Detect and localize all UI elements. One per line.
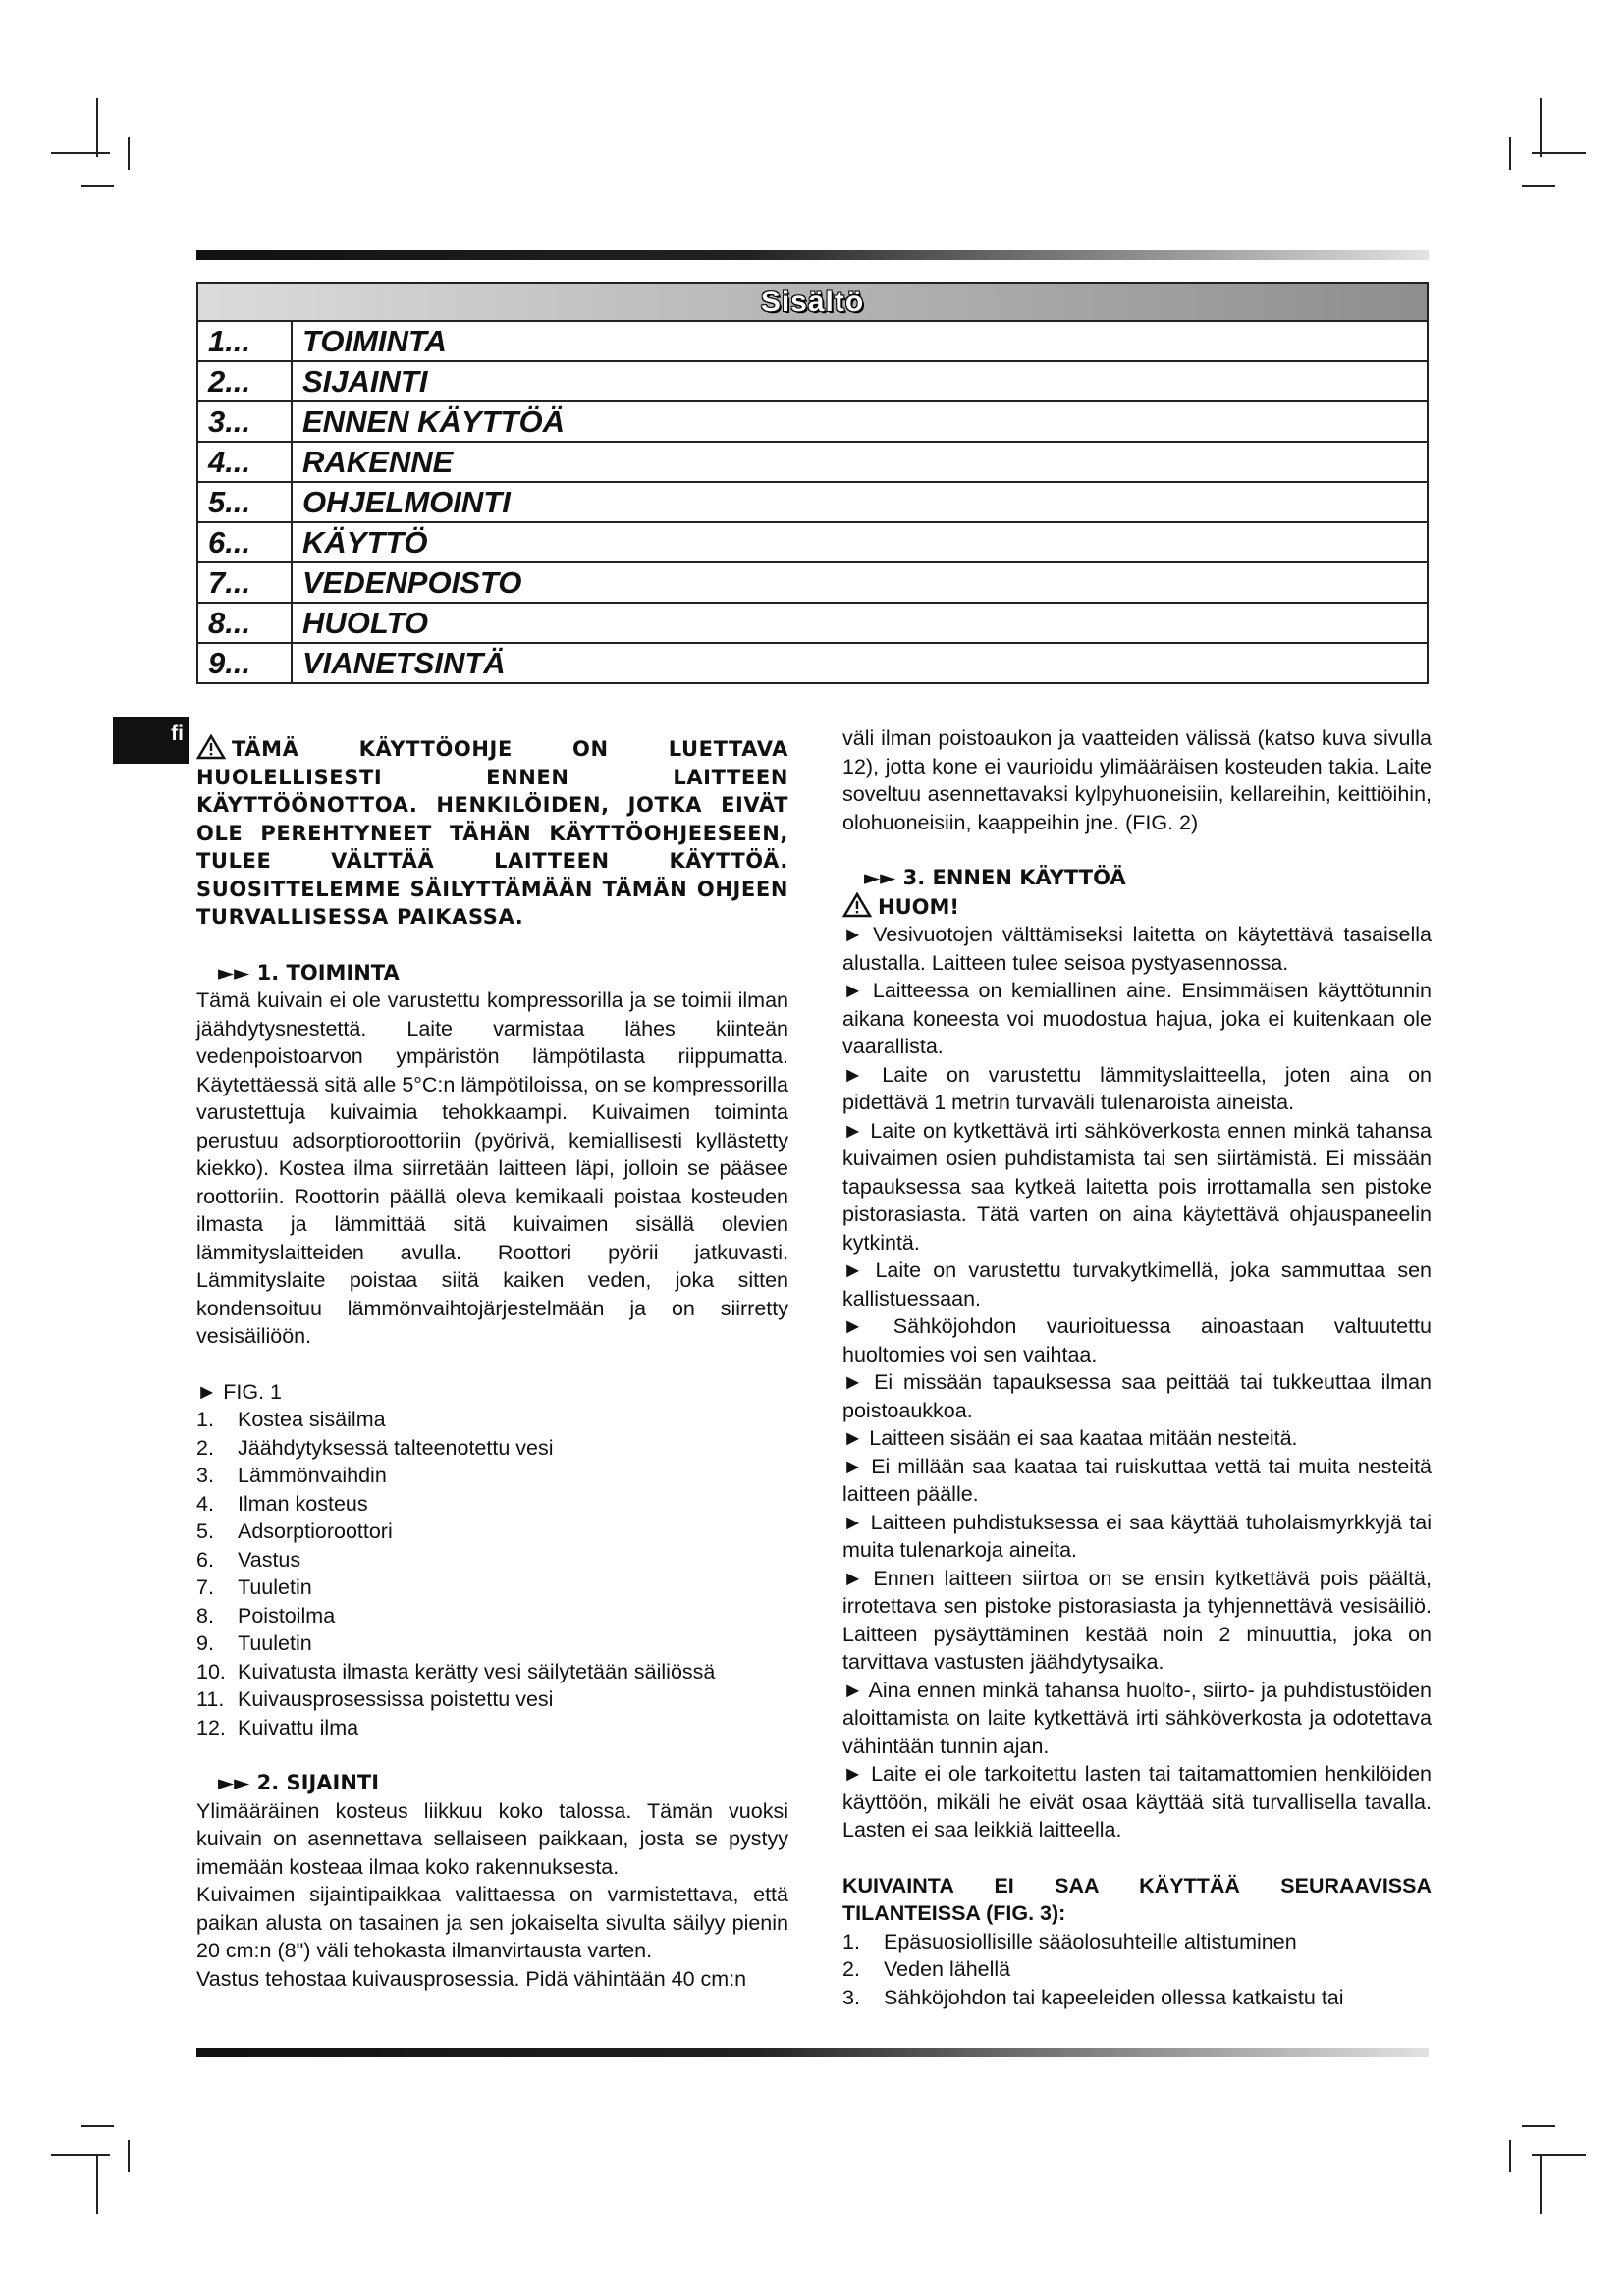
table-of-contents: [196, 282, 1429, 684]
list-text: Vastus: [238, 1547, 301, 1572]
crop-mark: [81, 2125, 114, 2127]
huom-text: HUOM!: [878, 894, 959, 919]
list-number: 2.: [842, 1957, 860, 1981]
list-text: Poistoilma: [238, 1603, 336, 1628]
list-text: Kuivausprosessissa poistettu vesi: [238, 1687, 554, 1711]
toc-number: 6...: [197, 522, 292, 562]
bullet-paragraph: ► Vesivuotojen välttämiseksi laitetta on käytettävä tasaisella alustalla. Laitteen tulee seisoa pystyasennossa.: [842, 923, 1432, 975]
list-item: [196, 1434, 788, 1463]
toc-number: 5...: [197, 482, 292, 522]
toc-number: 7...: [197, 562, 292, 603]
crop-mark: [1532, 152, 1586, 154]
toc-label: VIANETSINTÄ: [292, 643, 1428, 683]
list-text: Tuuletin: [238, 1631, 312, 1655]
toc-number: 1...: [197, 321, 292, 361]
toc-header-cell: [197, 283, 1428, 321]
crop-mark: [128, 2140, 130, 2172]
list-text: Epäsuosiollisille sääolosuhteille altistuminen: [884, 1929, 1297, 1953]
crop-mark: [1522, 185, 1555, 187]
kuivainta-list: [842, 1928, 1432, 2012]
section-2-paragraph: Ylimääräinen kosteus liikkuu koko talossa. Tämän vuoksi kuivain on asennettava sellaiseen paikkaan, josta se pystyy imemään kosteaa ilmaa koko rakennuksesta.: [196, 1798, 788, 1879]
list-item: [196, 1490, 788, 1519]
warning-paragraph: [196, 734, 788, 932]
list-number: 8.: [196, 1603, 214, 1628]
toc-label: VEDENPOISTO: [292, 562, 1428, 603]
bullet-paragraph: ► Laite ei ole tarkoitettu lasten tai taitamattomien henkilöiden käyttöön, mikäli he eivät osaa käyttää sitä turvallisella tavalla. Lasten ei saa leikkiä laitteella.: [842, 1762, 1432, 1842]
toc-row: [197, 643, 1428, 683]
toc-row: [197, 321, 1428, 361]
toc-row: [197, 401, 1428, 442]
toc-label: HUOLTO: [292, 603, 1428, 643]
section-1-title: ►► 1. TOIMINTA: [218, 960, 400, 985]
bullet-paragraph: ► Laite on varustettu turvakytkimellä, joka sammuttaa sen kallistuessaan.: [842, 1258, 1432, 1310]
list-item: [196, 1462, 788, 1490]
crop-mark: [1509, 2140, 1511, 2172]
fig-1-legend: [196, 1406, 788, 1741]
list-number: 11.: [196, 1687, 225, 1711]
toc-label: TOIMINTA: [292, 321, 1428, 361]
list-text: Sähköjohdon tai kapeeleiden ollessa katkaistu tai: [884, 1985, 1344, 2009]
list-text: Tuuletin: [238, 1575, 312, 1599]
bullet-paragraph: ► Laitteen puhdistuksessa ei saa käyttää tuholaismyrkkyjä tai muita tulenarkoja aineita.: [842, 1510, 1432, 1562]
toc-number: 8...: [197, 603, 292, 643]
bullet-paragraph: ► Laitteen sisään ei saa kaataa mitään nesteitä.: [842, 1426, 1298, 1450]
crop-mark: [51, 152, 110, 154]
toc-number: 2...: [197, 361, 292, 401]
list-text: Jäähdytyksessä talteenotettu vesi: [238, 1435, 554, 1460]
list-item: [842, 1928, 1432, 1956]
list-number: 3.: [842, 1985, 860, 2009]
section-2-title: ►► 2. SIJAINTI: [218, 1771, 380, 1794]
toc-row: [197, 522, 1428, 562]
list-text: Kuivatusta ilmasta kerätty vesi säilytetään säiliössä: [238, 1659, 716, 1683]
list-number: 10.: [196, 1659, 226, 1683]
list-item: [196, 1685, 788, 1714]
section-2-paragraph: Vastus tehostaa kuivausprosessia. Pidä vähintään 40 cm:n: [196, 1966, 747, 1991]
list-item: [196, 1406, 788, 1434]
language-tab: fi: [113, 717, 189, 764]
toc-label: OHJELMOINTI: [292, 482, 1428, 522]
toc-number: 3...: [197, 401, 292, 442]
toc-row: [197, 603, 1428, 643]
top-rule: [196, 250, 1429, 260]
toc-label: KÄYTTÖ: [292, 522, 1428, 562]
toc-row: [197, 562, 1428, 603]
toc-title: Sisältö: [760, 285, 865, 318]
bullet-paragraph: ► Laite on kytkettävä irti sähköverkosta ennen minkä tahansa kuivaimen osien puhdistamista tai sen siirtämistä. Ei missään tapauksessa saa kytkeä laitetta pois irrottamalla sen pistoke pistorasiasta. Tätä varten on aina käytettävä ohjauspaneelin kytkintä.: [842, 1118, 1432, 1255]
list-number: 1.: [196, 1408, 214, 1431]
crop-mark: [81, 185, 114, 187]
bullet-paragraph: ► Ei millään saa kaataa tai ruiskuttaa vettä tai muita nesteitä laitteen päälle.: [842, 1454, 1432, 1506]
toc-label: SIJAINTI: [292, 361, 1428, 401]
list-number: 1.: [842, 1929, 860, 1953]
warning-icon: [842, 892, 872, 918]
list-text: Lämmönvaihdin: [238, 1464, 387, 1487]
list-number: 5.: [196, 1520, 214, 1543]
list-text: Ilman kosteus: [238, 1491, 368, 1516]
list-item: [196, 1518, 788, 1546]
section-1-text: Tämä kuivain ei ole varustettu kompressorilla ja se toimii ilman jäähdytysnestettä. Laite varmistaa lähes kiinteän vedenpoistoarvon ympäristön lämpötilasta riippumatta. Käytettäessä sitä alle 5°C:n lämpötiloissa, on se kompressorilla varustettuja kuivaimia tehokkaampi. Kuivaimen toiminta perustuu adsorptioroottoriin (pyörivä, kemiallisesti kyllästetty kiekko). Kostea ilma siirretään laitteen läpi, jolloin se pääsee roottoriin. Roottorin päällä oleva kemikaali poistaa kosteuden ilmasta ja lämmittää sitä kuivaimen sisällä olevien lämmityslaitteiden avulla. Roottori pyörii jatkuvasti. Lämmityslaite poistaa siitä kaiken veden, joka sitten kondensoituu lämmönvaihtojärjestelmään ja on siirretty vesisäiliöön.: [196, 988, 788, 1348]
left-column: [196, 734, 788, 1993]
list-number: 9.: [196, 1631, 214, 1655]
toc-row: [197, 442, 1428, 482]
fig-1-label: ► FIG. 1: [196, 1379, 282, 1404]
bullet-paragraph: ► Ei missään tapauksessa saa peittää tai tukkeuttaa ilman poistoaukkoa.: [842, 1370, 1432, 1422]
list-text: Adsorptioroottori: [238, 1520, 393, 1543]
list-number: 7.: [196, 1575, 214, 1599]
list-item: [196, 1714, 788, 1742]
list-item: [842, 1955, 1432, 1984]
list-item: [196, 1658, 788, 1686]
continued-paragraph: väli ilman poistoaukon ja vaatteiden välissä (katso kuva sivulla 12), jotta kone ei vaurioidu ylimääräisen kosteuden takia. Laite soveltuu asennettavaksi kylpyhuoneisiin, kellareihin, keittiöihin, olohuoneisiin, kaappeihin jne. (FIG. 2): [842, 726, 1432, 834]
toc-number: 9...: [197, 643, 292, 683]
toc-header-row: [197, 283, 1428, 321]
section-2-paragraph: Kuivaimen sijaintipaikkaa valittaessa on varmistettava, että paikan alusta on tasainen ja sen jokaiselta sivulta säilyy pienin 20 cm:n (8") väli tehokasta ilmanvirtausta varten.: [196, 1883, 788, 1962]
bullet-paragraph: ► Laitteessa on kemiallinen aine. Ensimmäisen käyttötunnin aikana koneesta voi muodostua hajua, joka ei kuitenkaan ole vaarallista.: [842, 979, 1432, 1058]
crop-mark: [96, 98, 98, 157]
list-number: 6.: [196, 1547, 214, 1572]
toc-row: [197, 482, 1428, 522]
warning-text: TÄMÄ KÄYTTÖOHJE ON LUETTAVA HUOLELLISESTI ENNEN LAITTEEN KÄYTTÖÖNOTTOA. HENKILÖIDEN, JOTKA EIVÄT OLE PEREHTYNEET TÄHÄN KÄYTTÖOHJEESEEN, TULEE VÄLTTÄÄ LAITTEEN KÄYTTÖÄ. SUOSITTELEMME SÄILYTTÄMÄÄN TÄMÄN OHJEEN TURVALLISESSA PAIKASSA.: [196, 737, 788, 929]
bottom-rule: [196, 2048, 1429, 2057]
crop-mark: [1540, 98, 1542, 157]
bullet-paragraph: ► Aina ennen minkä tahansa huolto-, siirto- ja puhdistustöiden aloittamista on laite kytkettävä irti sähköverkosta ja odotettava vähintään tunnin ajan.: [842, 1678, 1432, 1758]
crop-mark: [128, 137, 130, 170]
list-text: Kuivattu ilma: [238, 1715, 359, 1739]
toc-label: RAKENNE: [292, 442, 1428, 482]
list-item: [196, 1574, 788, 1602]
list-text: Kostea sisäilma: [238, 1408, 386, 1431]
bullet-paragraph: ► Sähköjohdon vaurioituessa ainoastaan valtuutettu huoltomies voi sen vaihtaa.: [842, 1314, 1432, 1366]
crop-mark: [96, 2155, 98, 2214]
list-number: 3.: [196, 1464, 214, 1487]
crop-mark: [51, 2154, 110, 2156]
bullet-paragraph: ► Laite on varustettu lämmityslaitteella, joten aina on pidettävä 1 metrin turvaväli tulenaroista aineista.: [842, 1062, 1432, 1114]
list-item: [196, 1546, 788, 1575]
warning-icon: [196, 734, 226, 760]
list-number: 4.: [196, 1491, 214, 1516]
bullet-paragraph: ► Ennen laitteen siirtoa on se ensin kytkettävä pois päältä, irrotettava sen pistoke pistorasiasta ja tyhjennettävä vesisäiliö. Laitteen pysäyttäminen kestää noin 2 minuuttia, joka on tarvittava vastusten jäähdytysaika.: [842, 1566, 1432, 1674]
huom-heading: [842, 892, 1432, 922]
list-number: 12.: [196, 1715, 226, 1739]
crop-mark: [1540, 2155, 1542, 2214]
crop-mark: [1509, 137, 1511, 170]
list-text: Veden lähellä: [884, 1957, 1011, 1981]
toc-number: 4...: [197, 442, 292, 482]
crop-mark: [1522, 2125, 1555, 2127]
toc-label: ENNEN KÄYTTÖÄ: [292, 401, 1428, 442]
kuivainta-heading: KUIVAINTA EI SAA KÄYTTÄÄ SEURAAVISSA TILANTEISSA (FIG. 3):: [842, 1873, 1432, 1925]
list-item: [196, 1602, 788, 1630]
list-item: [842, 1984, 1432, 2012]
right-column: [842, 724, 1432, 2011]
toc-row: [197, 361, 1428, 401]
list-item: [196, 1629, 788, 1658]
list-number: 2.: [196, 1435, 214, 1460]
section-3-title: ►► 3. ENNEN KÄYTTÖÄ: [864, 866, 1126, 889]
